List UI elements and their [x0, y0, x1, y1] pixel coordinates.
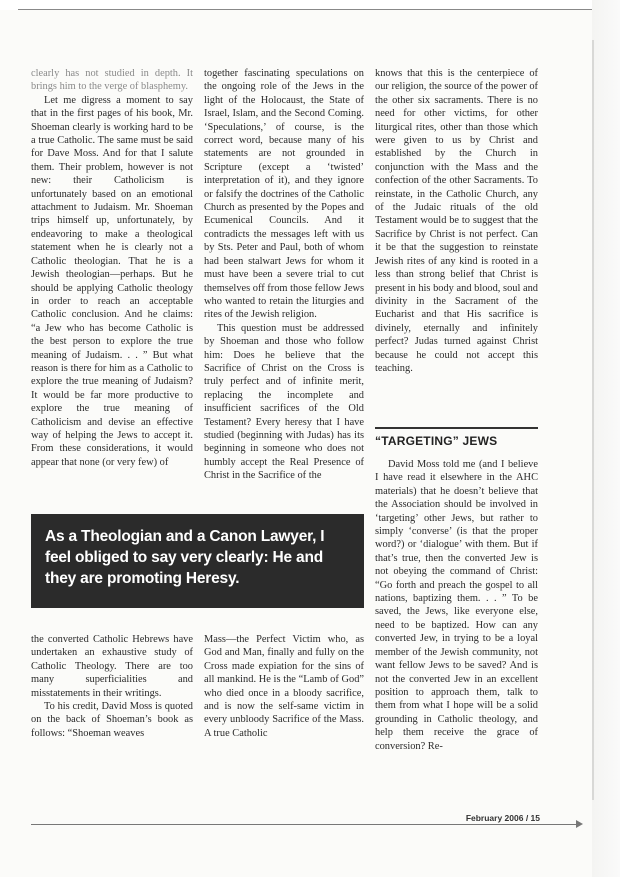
- paragraph: This question must be addressed by Shoeman and those who follow him: Does he believe that the Sacrifice of Christ on the Cross is truly perfect and of infinite merit, replacing the incomplete and insufficient sacrifices of the Old Testament? Every heresy that I have studied (beginning with Judas) has its beginning in someone who does not humbly accept the Real Presence of Christ in the Sacrifice of the: [204, 322, 364, 482]
- page-edge-shadow: [592, 40, 594, 800]
- section-body: [375, 458, 538, 753]
- page-folio: February 2006 / 15: [465, 813, 540, 823]
- paragraph: clearly has not studied in depth. It brings him to the verge of blasphemy.: [31, 68, 193, 93]
- column-3: [375, 67, 538, 375]
- column-2: [204, 67, 364, 483]
- scan-right-edge: [592, 0, 620, 877]
- column-1: [31, 67, 193, 469]
- section-divider: [375, 427, 538, 429]
- paragraph: Let me digress a moment to say that in the first pages of his book, Mr. Shoeman clearly is working hard to be a true Catholic. The same must be said for Dave Moss. And for that I salute them. Their problem, however is not new: their Catholicism is unfortunately based on an emotional attachment to Judaism. Mr. Shoeman trips himself up, unfortunately, by endeavoring to make a theological statement when he is clearly not a Catholic theologian. That he is a Jewish theologian—perhaps. But he should be applying Catholic theology in order to reach an acceptable Catholic conclusion. And he claims: “a Jew who has become Catholic is the best person to explore the true meaning of Judaism. . . ” But what reason is there for him as a Catholic to explore the true meaning of Judaism? It would be far more productive to explore the true meaning of Catholicism and devise an effective way of helping the Jews to accept it. From these considerations, it would appear that none (or very few) of: [31, 94, 193, 468]
- paragraph: David Moss told me (and I believe I have read it elsewhere in the AHC materials) that he doesn’t believe that the Association should be involved in ‘targeting’ other Jews, but rather to simply ‘converse’ (is that the proper word?) or ‘dialogue’ with them. But if that’s true, then the converted Jew is not obeying the command of Christ: “Go forth and preach the gospel to all nations, baptizing them. . . ” To be saved, the Jews, like everyone else, need to be baptized. How can any converted Jew, in trying to be a loyal member of the Jewish community, not want fellow Jews to be saved? And is not the converted Jew in an excellent position to approach them, talk to them from what I hope will be a solid grounding in Catholic theology, and help them receive the grace of conversion? Re-: [375, 459, 538, 752]
- footer-rule: [31, 824, 579, 825]
- pull-quote: As a Theologian and a Canon Lawyer, I feel obliged to say very clearly: He and they are promoting Heresy.: [31, 514, 364, 608]
- paragraph: To his credit, David Moss is quoted on the back of Shoeman’s book as follows: “Shoeman weaves: [31, 701, 193, 739]
- paragraph: together fascinating speculations on the ongoing role of the Jews in the light of the Holocaust, the State of Israel, Islam, and the Second Coming. ‘Speculations,’ of course, is the correct word, because many of his statements are not grounded in Scripture (except a ‘twisted’ interpretation of it), and they ignore or falsify the doctrines of the Catholic Church as presented by the Popes and Ecumenical Councils. And it contradicts the messages left with us by Sts. Peter and Paul, both of whom had been stalwart Jews for whom it must have been a severe trial to cut themselves off from those fellow Jews who wanted to retain the liturgies and rites of the Jewish religion.: [204, 68, 364, 321]
- column-1-continued: [31, 633, 193, 740]
- section-heading: “TARGETING” JEWS: [375, 434, 498, 448]
- paragraph: knows that this is the centerpiece of our religion, the source of the power of the other six sacraments. There is no need for other victims, for other liturgical rites, other than those which were given to us by Christ and established by the Church in conjunction with the Mass and the confection of the other Sacraments. To reinstate, in the Catholic Church, any of the Judaic rituals of the old Testament would be to suggest that the Sacrifice by Christ is not perfect. Can it be that the suggestion to reinstate Jewish rites of any kind is rooted in a less than strong belief that Christ is present in his body and blood, soul and divinity in the Sacrament of the Eucharist and that His sacrifice is divinely, eternally and infinitely perfect? Judas turned against Christ because he could not accept this teaching.: [375, 68, 538, 374]
- arrow-right-icon: [576, 820, 583, 828]
- paragraph: the converted Catholic Hebrews have undertaken an exhaustive study of Catholic Theology. There are too many superficialities and misstatements in their writings.: [31, 634, 193, 699]
- top-rule: [18, 9, 603, 10]
- column-2-continued: Mass—the Perfect Victim who, as God and Man, finally and fully on the Cross made expiation for the sins of all mankind. He is the “Lamb of God” who died once in a bloody sacrifice, and is now the self-same victim in every unbloody Sacrifice of the Mass. A true Catholic: [204, 634, 364, 739]
